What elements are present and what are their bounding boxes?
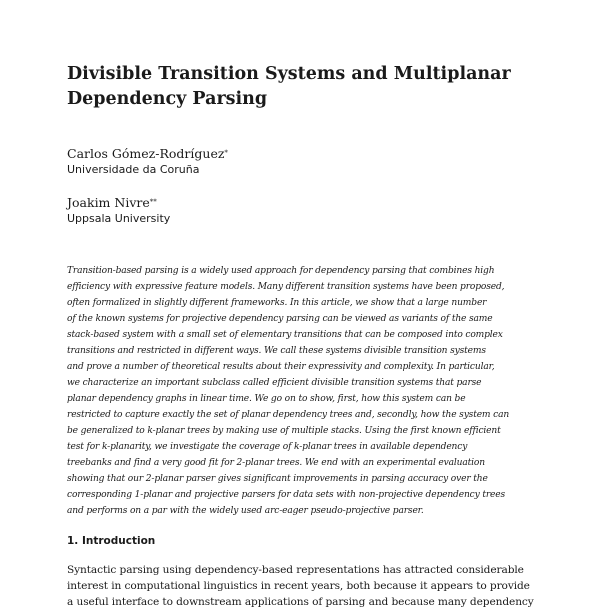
author-affiliation: Universidade da Coruña (67, 163, 200, 176)
author-block-2 (67, 195, 170, 226)
abstract-line: of the known systems for projective dependency parsing can be viewed as variants of the same (67, 314, 493, 324)
title-line-2: Dependency Parsing (67, 89, 268, 109)
title-line-1: Divisible Transition Systems and Multiplanar (67, 64, 511, 84)
body-paragraph (67, 562, 543, 610)
author-affiliation: Uppsala University (67, 212, 171, 225)
author-name: Joakim Nivre** (67, 195, 157, 210)
abstract-line: and performs on a par with the widely used arc-eager pseudo-projective parser. (67, 506, 424, 516)
abstract-line: and prove a number of theoretical results about their expressivity and complexity. In particular, (67, 362, 495, 372)
abstract (67, 263, 543, 519)
abstract-line: be generalized to k-planar trees by making use of multiple stacks. Using the first known efficient (67, 426, 501, 436)
body-line: a useful interface to downstream applications of parsing and because many dependency (67, 596, 534, 608)
abstract-line: Transition-based parsing is a widely used approach for dependency parsing that combines high (67, 266, 495, 276)
abstract-line: restricted to capture exactly the set of planar dependency trees and, secondly, how the system can (67, 410, 510, 420)
abstract-line: test for k-planarity, we investigate the coverage of k-planar trees in available dependency (67, 442, 468, 452)
author-footnote-mark: * (224, 149, 228, 157)
author-block-1 (67, 146, 228, 177)
abstract-line: efficiency with expressive feature models. Many different transition systems have been proposed, (67, 282, 505, 292)
section-heading: 1. Introduction (67, 535, 156, 547)
abstract-line: showing that our 2-planar parser gives significant improvements in parsing accuracy over the (67, 474, 488, 484)
abstract-line: we characterize an important subclass called efficient divisible transition systems that parse (67, 378, 482, 388)
author-footnote-mark: ** (149, 198, 157, 206)
author-name: Carlos Gómez-Rodríguez* (67, 146, 228, 161)
abstract-line: corresponding 1-planar and projective parsers for data sets with non-projective dependency trees (67, 490, 506, 500)
abstract-line: stack-based system with a small set of elementary transitions that can be composed into complex (67, 330, 503, 340)
abstract-line: often formalized in slightly different frameworks. In this article, we show that a large number (67, 298, 487, 308)
paper-title (67, 62, 547, 112)
abstract-line: transitions and restricted in different ways. We call these systems divisible transition systems (67, 346, 486, 356)
abstract-line: treebanks and find a very good fit for 2-planar trees. We end with an experimental evaluation (67, 458, 485, 468)
body-line: interest in computational linguistics in recent years, both because it appears to provide (67, 580, 530, 592)
abstract-line: planar dependency graphs in linear time. We go on to show, first, how this system can be (67, 394, 466, 404)
body-line: Syntactic parsing using dependency-based representations has attracted considerable (67, 564, 524, 576)
